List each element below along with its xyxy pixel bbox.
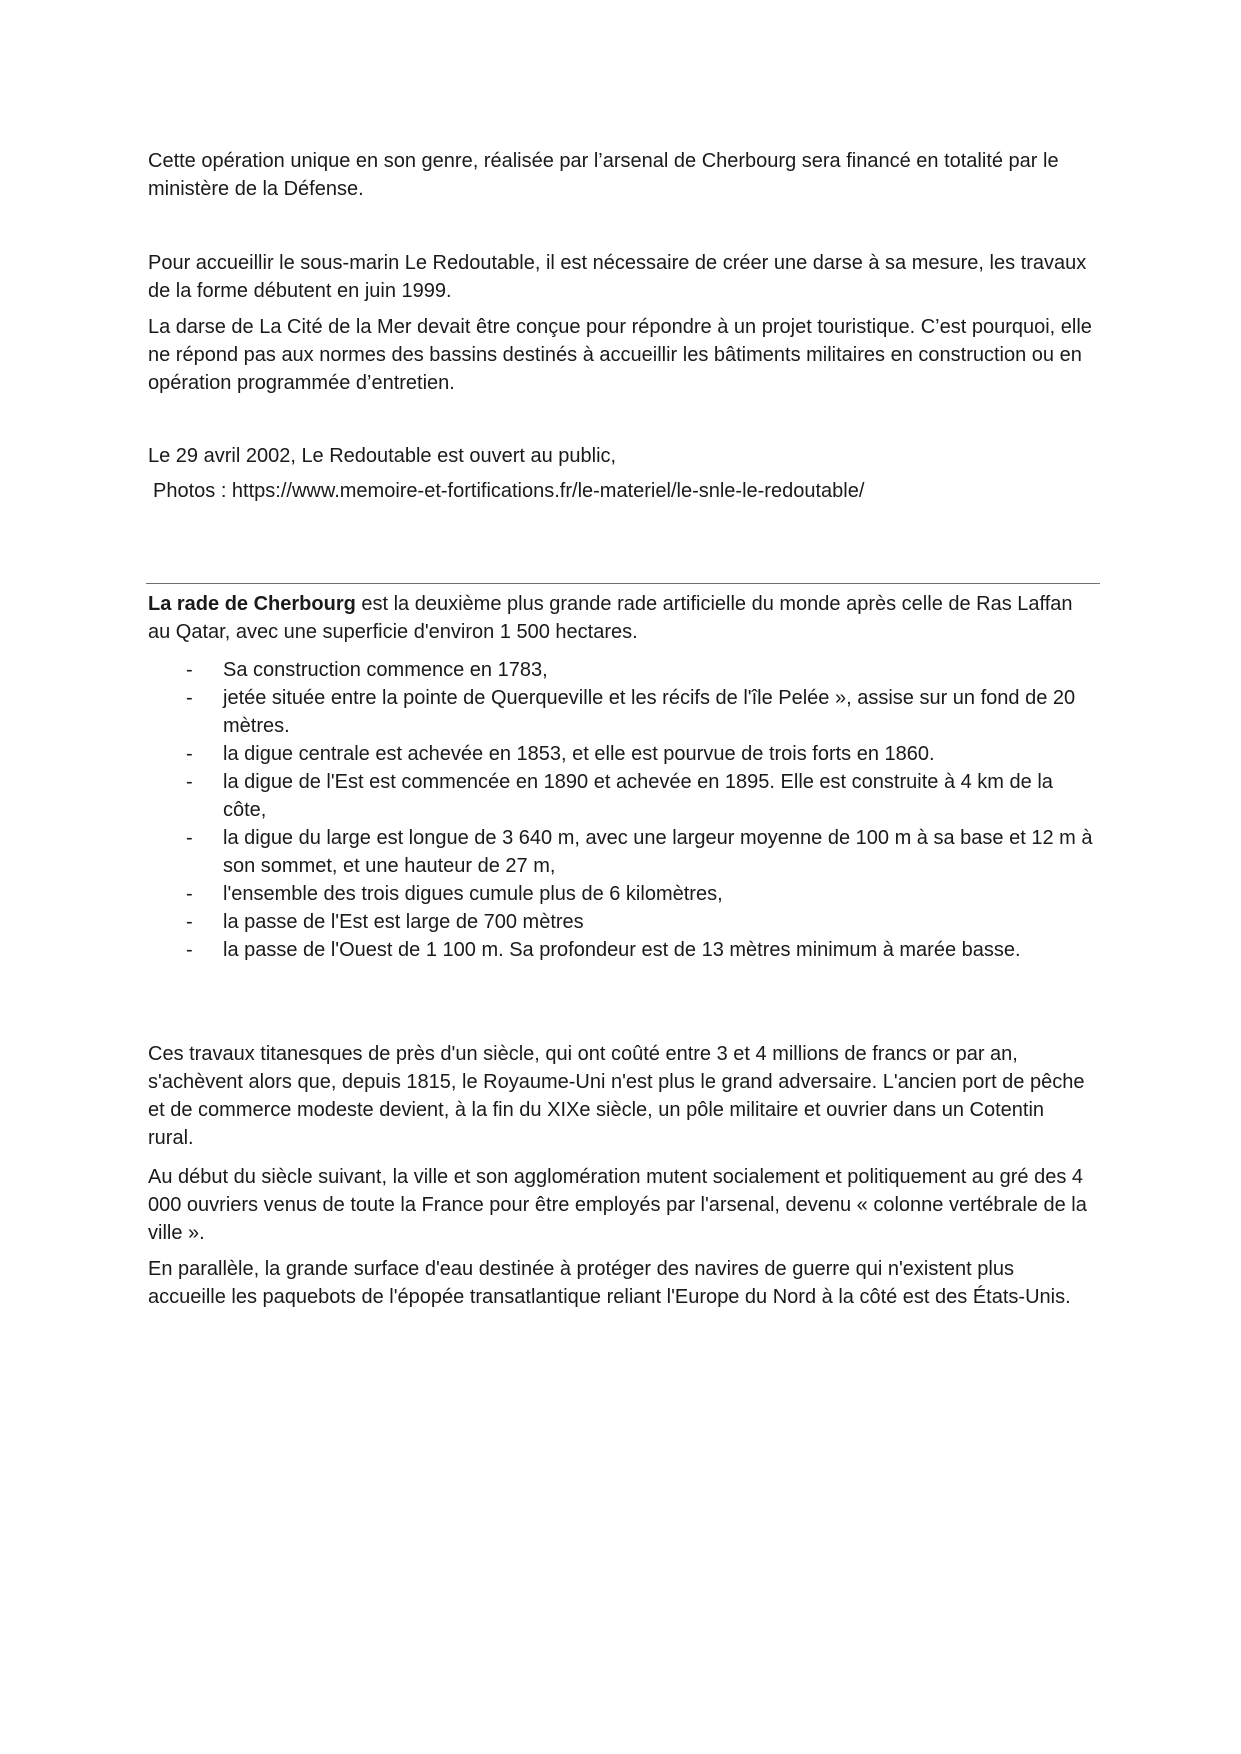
dash-bullet: - — [186, 771, 193, 793]
horizontal-rule — [146, 583, 1100, 584]
list-item — [148, 908, 1093, 936]
list-item — [148, 824, 1093, 880]
list-item-text: Sa construction commence en 1783, — [223, 659, 548, 681]
list-item — [148, 936, 1093, 964]
list-item-text: la passe de l'Ouest de 1 100 m. Sa profondeur est de 13 mètres minimum à marée basse. — [223, 939, 1021, 961]
paragraph-rade-intro — [148, 590, 1093, 646]
list-item — [148, 880, 1093, 908]
rade-title: La rade de Cherbourg — [148, 593, 356, 615]
paragraph-financing: Cette opération unique en son genre, réalisée par l’arsenal de Cherbourg sera financé en totalité par le ministère de la Défense. — [148, 150, 1059, 200]
dash-bullet: - — [186, 659, 193, 681]
rade-intro-text: est la deuxième plus grande rade artificielle du monde après celle de Ras Laffan au Qatar, avec une superficie d'environ 1 500 hectares. — [148, 593, 1073, 643]
dash-bullet: - — [186, 743, 193, 765]
paragraph-photos-link: Photos : https://www.memoire-et-fortifications.fr/le-materiel/le-snle-le-redoutable/ — [153, 480, 865, 502]
rade-facts-list — [148, 656, 1093, 964]
list-item-text: la digue du large est longue de 3 640 m, avec une largeur moyenne de 100 m à sa base et 12 m à son sommet, et une hauteur de 27 m, — [223, 827, 1093, 877]
list-item-text: l'ensemble des trois digues cumule plus de 6 kilomètres, — [223, 883, 723, 905]
dash-bullet: - — [186, 883, 193, 905]
paragraph-transatlantic: En parallèle, la grande surface d'eau destinée à protéger des navires de guerre qui n'existent plus accueille les paquebots de l'épopée transatlantique reliant l'Europe du Nord à la côté est des États-Unis. — [148, 1258, 1071, 1308]
list-item-text: la digue centrale est achevée en 1853, et elle est pourvue de trois forts en 1860. — [223, 743, 935, 765]
list-item — [148, 740, 1093, 768]
paragraph-opening-date: Le 29 avril 2002, Le Redoutable est ouvert au public, — [148, 445, 617, 467]
dash-bullet: - — [186, 827, 193, 849]
paragraph-darse-design: La darse de La Cité de la Mer devait être conçue pour répondre à un projet touristique. C’est pourquoi, elle ne répond pas aux normes des bassins destinés à accueillir les bâtiments militaires en construction ou en opération programmée d’entretien. — [148, 316, 1092, 394]
paragraph-workers: Au début du siècle suivant, la ville et son agglomération mutent socialement et politiquement au gré des 4 000 ouvriers venus de toute la France pour être employés par l'arsenal, devenu « colonne vertébrale de la ville ». — [148, 1166, 1087, 1244]
paragraph-darse-creation: Pour accueillir le sous-marin Le Redoutable, il est nécessaire de créer une darse à sa mesure, les travaux de la forme débutent en juin 1999. — [148, 252, 1087, 302]
dash-bullet: - — [186, 939, 193, 961]
list-item-text: la passe de l'Est est large de 700 mètres — [223, 911, 584, 933]
list-item-text: la digue de l'Est est commencée en 1890 et achevée en 1895. Elle est construite à 4 km de la côte, — [223, 771, 1053, 821]
list-item — [148, 768, 1093, 824]
dash-bullet: - — [186, 687, 193, 709]
list-item — [148, 656, 1093, 684]
list-item — [148, 684, 1093, 740]
dash-bullet: - — [186, 911, 193, 933]
list-item-text: jetée située entre la pointe de Querqueville et les récifs de l'île Pelée », assise sur un fond de 20 mètres. — [223, 687, 1076, 737]
paragraph-works-history: Ces travaux titanesques de près d'un siècle, qui ont coûté entre 3 et 4 millions de francs or par an, s'achèvent alors que, depuis 1815, le Royaume-Uni n'est plus le grand adversaire. L'ancien port de pêche et de commerce modeste devient, à la fin du XIXe siècle, un pôle militaire et ouvrier dans un Cotentin rural. — [148, 1043, 1085, 1149]
